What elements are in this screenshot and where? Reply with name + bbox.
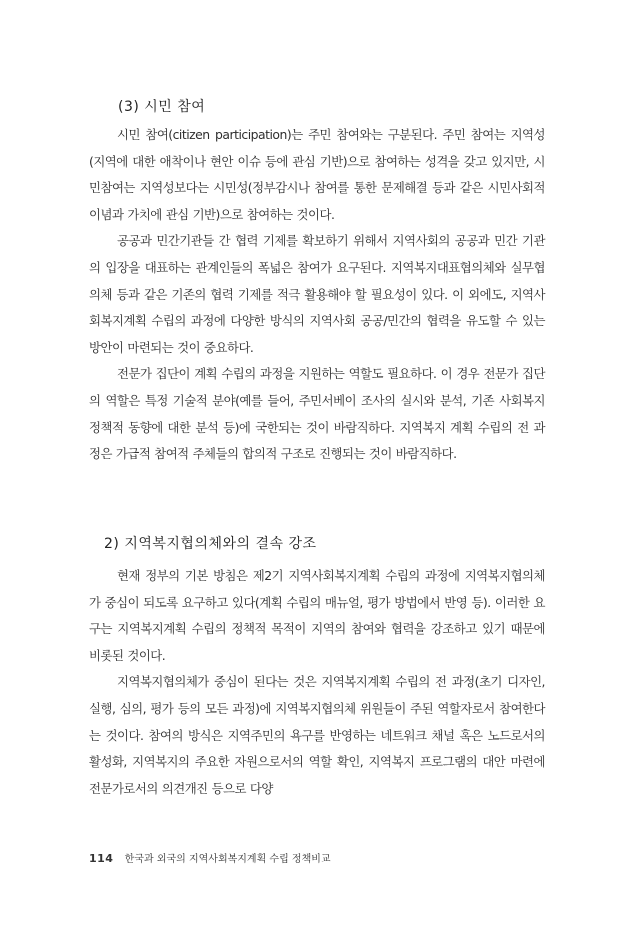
paragraph: 시민 참여(citizen participation)는 주민 참여와는 구분된다. 주민 참여는 지역성(지역에 대한 애착이나 현안 이슈 등에 관심 기반)으로 참여하는 성격을 갖고 있지만, 시민참여는 지역성보다는 시민성(정부감시나 참여를 통한 문제해결 등과 같은 시민사회적 이념과 가치에 관심 기반)으로 참여하는 것이다. xyxy=(89,127,545,222)
section2-body xyxy=(89,563,545,802)
section1-body xyxy=(89,122,545,468)
paragraph: 공공과 민간기관들 간 협력 기제를 확보하기 위해서 지역사회의 공공과 민간 기관의 입장을 대표하는 관계인들의 폭넓은 참여가 요구된다. 지역복지대표협의체와 실무협의체 등과 같은 기존의 협력 기제를 적극 활용해야 할 필요성이 있다. 이 외에도, 지역사회복지계획 수립의 과정에 다양한 방식의 지역사회 공공/민간의 협력을 유도할 수 있는 방안이 마련되는 것이 중요하다. xyxy=(89,233,545,355)
paragraph: 현재 정부의 기본 방침은 제2기 지역사회복지계획 수립의 과정에 지역복지협의체가 중심이 되도록 요구하고 있다(계획 수립의 매뉴얼, 평가 방법에서 반영 등). 이러한 요구는 지역복지계획 수립의 정책적 목적이 지역의 참여와 협력을 강조하고 있기 때문에 비롯된 것이다. xyxy=(89,568,545,663)
section-heading-council-cohesion: 2) 지역복지협의체와의 결속 강조 xyxy=(104,536,317,552)
section-heading-citizen-participation: (3) 시민 참여 xyxy=(118,99,206,115)
paragraph: 지역복지협의체가 중심이 된다는 것은 지역복지계획 수립의 전 과정(초기 디자인, 실행, 심의, 평가 등의 모든 과정)에 지역복지협의체 위원들이 주된 역할자로서 참여한다는 것이다. 참여의 방식은 지역주민의 욕구를 반영하는 네트워크 채널 혹은 노드로서의 활성화, 지역복지의 주요한 자원으로서의 역할 확인, 지역복지 프로그램의 대안 마련에 전문가로서의 의견개진 등으로 다양 xyxy=(89,674,545,796)
book-title: 한국과 외국의 지역사회복지계획 수립 정책비교 xyxy=(124,854,331,865)
paragraph: 전문가 집단이 계획 수립의 과정을 지원하는 역할도 필요하다. 이 경우 전문가 집단의 역할은 특정 기술적 분야(예를 들어, 주민서베이 조사의 실시와 분석, 기존 사회복지 정책적 동향에 대한 분석 등)에 국한되는 것이 바람직하다. 지역복지 계획 수립의 전 과정은 가급적 참여적 주체들의 합의적 구조로 진행되는 것이 바람직하다. xyxy=(89,366,545,462)
page-footer xyxy=(89,850,331,865)
page-number: 114 xyxy=(89,852,114,865)
